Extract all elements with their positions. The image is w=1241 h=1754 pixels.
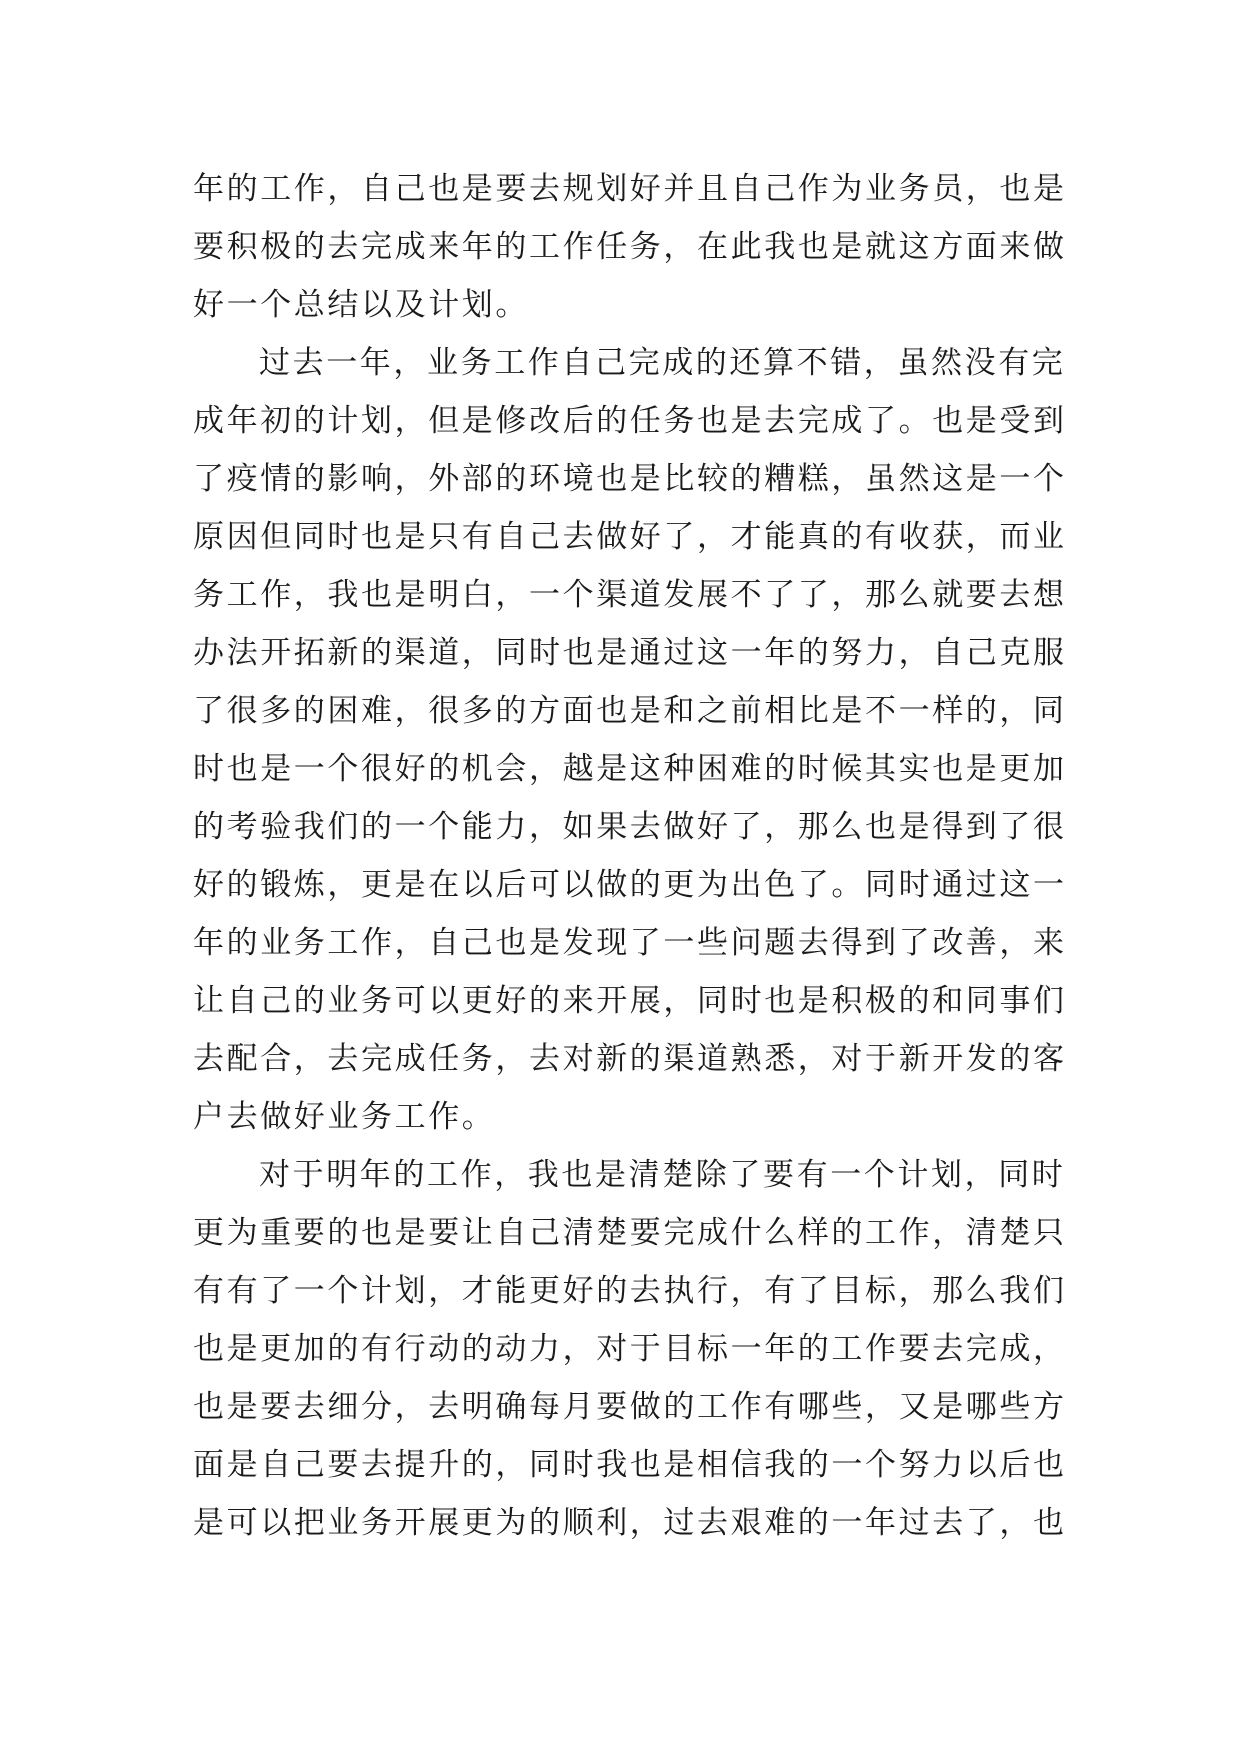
text-line: 了疫情的影响，外部的环境也是比较的糟糕，虽然这是一个 (193, 461, 1067, 497)
paragraph-3 (193, 1146, 1073, 1552)
text-line: 成年初的计划，但是修改后的任务也是去完成了。也是受到 (193, 403, 1067, 439)
text-line: 面是自己要去提升的，同时我也是相信我的一个努力以后也 (193, 1447, 1067, 1483)
text-line: 办法开拓新的渠道，同时也是通过这一年的努力，自己克服 (193, 635, 1067, 671)
text-line: 更为重要的也是要让自己清楚要完成什么样的工作，清楚只 (193, 1215, 1067, 1251)
text-line: 有有了一个计划，才能更好的去执行，有了目标，那么我们 (193, 1273, 1067, 1309)
text-line: 过去一年，业务工作自己完成的还算不错，虽然没有完 (259, 345, 1066, 381)
paragraph-2 (193, 334, 1073, 1146)
text-line: 原因但同时也是只有自己去做好了，才能真的有收获，而业 (193, 519, 1067, 555)
text-line: 年的业务工作，自己也是发现了一些问题去得到了改善，来 (193, 925, 1067, 961)
text-line: 时也是一个很好的机会，越是这种困难的时候其实也是更加 (193, 751, 1067, 787)
text-line: 户去做好业务工作。 (193, 1099, 496, 1135)
text-line: 好一个总结以及计划。 (193, 287, 529, 323)
text-line: 要积极的去完成来年的工作任务，在此我也是就这方面来做 (193, 229, 1067, 265)
text-line: 务工作，我也是明白，一个渠道发展不了了，那么就要去想 (193, 577, 1067, 613)
text-line: 的考验我们的一个能力，如果去做好了，那么也是得到了很 (193, 809, 1067, 845)
text-line: 也是要去细分，去明确每月要做的工作有哪些，又是哪些方 (193, 1389, 1067, 1425)
body-text (193, 160, 1073, 1552)
text-line: 让自己的业务可以更好的来开展，同时也是积极的和同事们 (193, 983, 1067, 1019)
paragraph-1 (193, 160, 1073, 334)
text-line: 也是更加的有行动的动力，对于目标一年的工作要去完成， (193, 1331, 1067, 1367)
text-line: 年的工作，自己也是要去规划好并且自己作为业务员，也是 (193, 171, 1067, 207)
text-line: 好的锻炼，更是在以后可以做的更为出色了。同时通过这一 (193, 867, 1067, 903)
text-line: 对于明年的工作，我也是清楚除了要有一个计划，同时 (259, 1157, 1066, 1193)
text-line: 了很多的困难，很多的方面也是和之前相比是不一样的，同 (193, 693, 1067, 729)
text-line: 是可以把业务开展更为的顺利，过去艰难的一年过去了，也 (193, 1505, 1067, 1541)
text-line: 去配合，去完成任务，去对新的渠道熟悉，对于新开发的客 (193, 1041, 1067, 1077)
